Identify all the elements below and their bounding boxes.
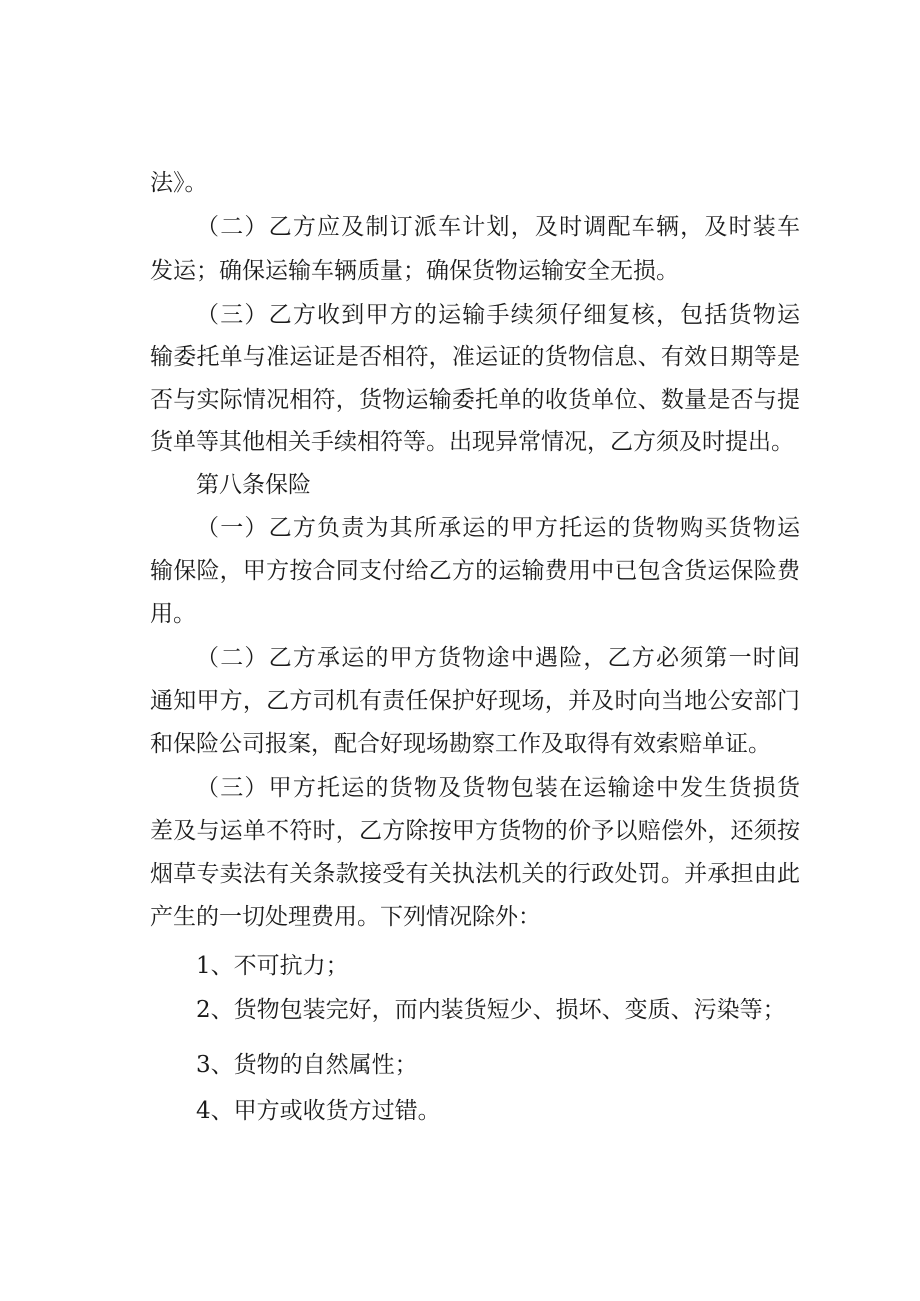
- paragraph-line: 货单等其他相关手续相符等。出现异常情况，乙方须及时提出。: [150, 429, 794, 455]
- paragraph-line: 输委托单与准运证是否相符，准运证的货物信息、有效日期等是: [150, 344, 800, 370]
- paragraph-line: 用。: [150, 601, 196, 627]
- paragraph-line: 通知甲方，乙方司机有责任保护好现场，并及时向当地公安部门: [150, 688, 800, 714]
- paragraph-line: （二）乙方应及制订派车计划，及时调配车辆，及时装车: [196, 214, 800, 240]
- paragraph-line: 输保险，甲方按合同支付给乙方的运输费用中已包含货运保险费: [150, 558, 800, 584]
- paragraph-line: 差及与运单不符时，乙方除按甲方货物的价予以赔偿外，还须按: [150, 818, 800, 844]
- paragraph-line: （一）乙方负责为其所承运的甲方托运的货物购买货物运: [196, 515, 800, 541]
- list-item: 2、货物包装完好，而内装货短少、损坏、变质、污染等；: [196, 997, 786, 1023]
- section-heading: 第八条保险: [196, 472, 311, 498]
- paragraph-line: 发运；确保运输车辆质量；确保货物运输安全无损。: [150, 258, 679, 284]
- paragraph-line: 烟草专卖法有关条款接受有关执法机关的行政处罚。并承担由此: [150, 861, 800, 887]
- list-item: 1、不可抗力；: [196, 953, 349, 979]
- paragraph-line: （二）乙方承运的甲方货物途中遇险，乙方必须第一时间: [196, 645, 800, 671]
- paragraph-line: 法》。: [150, 170, 208, 196]
- list-item: 4、甲方或收货方过错。: [196, 1098, 441, 1124]
- paragraph-line: （三）甲方托运的货物及货物包装在运输途中发生货损货: [196, 775, 800, 801]
- paragraph-line: 否与实际情况相符，货物运输委托单的收货单位、数量是否与提: [150, 387, 800, 413]
- paragraph-line: 和保险公司报案，配合好现场勘察工作及取得有效索赔单证。: [150, 731, 771, 757]
- list-item: 3、货物的自然属性；: [196, 1052, 418, 1078]
- paragraph-line: （三）乙方收到甲方的运输手续须仔细复核，包括货物运: [196, 302, 800, 328]
- paragraph-line: 产生的一切处理费用。下列情况除外：: [150, 904, 541, 930]
